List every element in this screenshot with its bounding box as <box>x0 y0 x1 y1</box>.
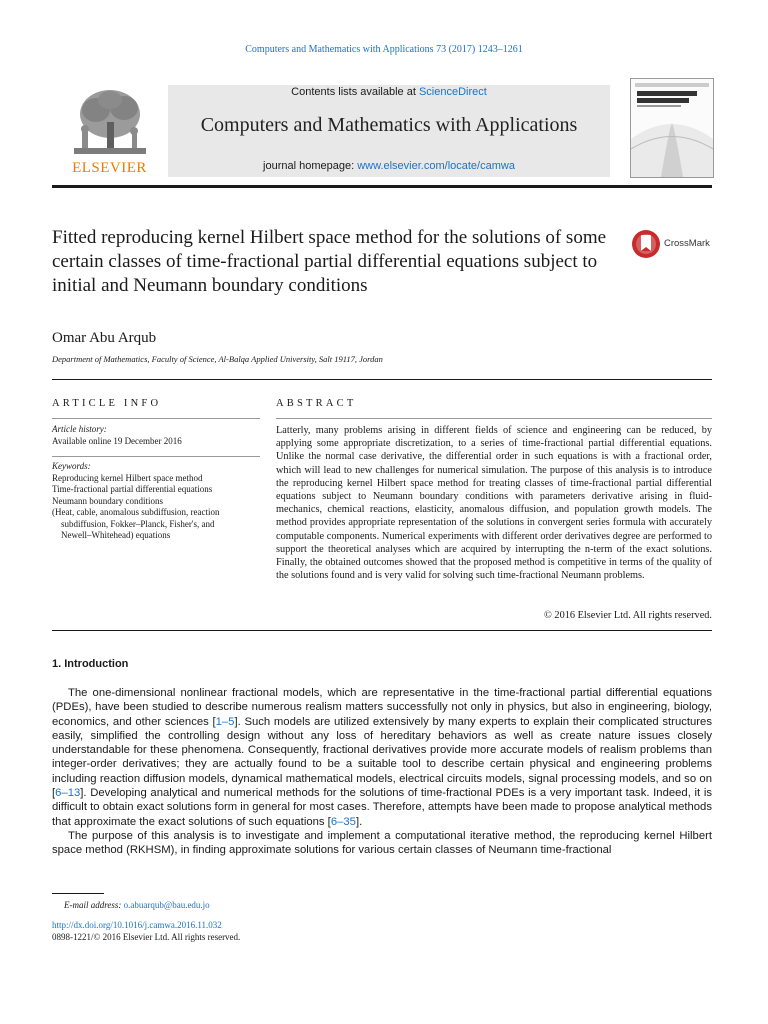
history-label: Article history: <box>52 424 107 434</box>
contents-prefix: Contents lists available at <box>291 86 419 98</box>
intro-paragraph-2: The purpose of this analysis is to investigate and implement a computational iterative method, the reproducing kernel Hilbert space method (RKHSM), in finding approximate solutions for various certain classes of Neumann time-fractional <box>52 829 712 857</box>
article-title: Fitted reproducing kernel Hilbert space method for the solutions of some certain classes of time-fractional partial differential equations subject to initial and Neumann boundary conditions <box>52 227 607 296</box>
article-info-heading: ARTICLE INFO <box>52 398 162 409</box>
homepage-prefix: journal homepage: <box>263 160 358 172</box>
keyword-item: Time-fractional partial differential equations <box>52 484 213 494</box>
abstract-divider <box>276 418 712 419</box>
keyword-item: Reproducing kernel Hilbert space method <box>52 472 203 483</box>
title-divider <box>52 379 712 380</box>
keyword-item: Neumann boundary conditions <box>52 495 163 506</box>
citation-link[interactable]: 1–5 <box>215 715 235 728</box>
email-link[interactable]: o.abuarqub@bau.edu.jo <box>123 900 210 910</box>
author-affiliation: Department of Mathematics, Faculty of Science, Al-Balqa Applied University, Salt 19117, Jordan <box>52 354 383 364</box>
elsevier-wordmark: ELSEVIER <box>72 160 147 176</box>
introduction-heading: 1. Introduction <box>52 658 129 670</box>
abstract-heading: ABSTRACT <box>276 398 357 409</box>
keywords-block <box>52 461 252 542</box>
keyword-item: (Heat, cable, anomalous subdiffusion, reaction subdiffusion, Fokker–Planck, Fisher's, and Newell–Whitehead) equations <box>52 507 220 540</box>
footnote-rule <box>52 893 104 894</box>
homepage-line <box>168 160 610 172</box>
abstract-bottom-rule <box>52 630 712 631</box>
abstract-text: Latterly, many problems arising in different fields of science and engineering can be reduced, by applying some appropriate discretization, to a series of time-fractional partial differential equations. Unlike the normal case derivative, the differential order in such equations is with a fractional order, which will lead to new challenges for numerical simulation. The purpose of this analysis is to introduce the reproducing kernel Hilbert space method for treating classes of time-fractional partial differential equations subject to Neumann boundary conditions with parameters derivative arising in fluid-mechanics, chemical reactions, elasticity, anomalous diffusion, and population growth models. The method provides appropriate representation of the solutions in convergent series formula with accurately computable components. Numerical experiments with different order derivatives degree are performed to support the theoretical analyses which are acquired by interrupting the n-term of the exact solutions. Finally, the obtained outcomes showed that the proposed method is competitive in terms of the quality of the solutions found and is very valid for solving such time-fractional Neumann problems. <box>276 425 712 582</box>
journal-cover-image[interactable] <box>630 78 714 178</box>
homepage-link[interactable]: www.elsevier.com/locate/camwa <box>357 160 515 172</box>
article-history <box>52 424 252 447</box>
intro-text-run: The one-dimensional nonlinear fractional models, which are representative in the time-fractional partial differential equations (PDEs), have been studied to describe numerous realism matters successfully not only in physics, but also in engineering, biology, economics, and other sciences [ <box>52 687 712 728</box>
email-label: E-mail address: <box>64 900 122 910</box>
journal-name: Computers and Mathematics with Applications <box>200 114 578 136</box>
keywords-label: Keywords: <box>52 461 91 471</box>
journal-reference[interactable]: Computers and Mathematics with Applications 73 (2017) 1243–1261 <box>245 44 523 55</box>
sciencedirect-link[interactable]: ScienceDirect <box>418 86 487 98</box>
intro-text-run: ]. <box>355 815 363 828</box>
crossmark-label[interactable]: CrossMark <box>664 238 710 249</box>
intro-text-run: ]. Developing analytical and numerical methods for the solutions of time-fractional PDEs is a very important task. Indeed, it is difficult to obtain exact solutions form in general for most cases. Therefore, attempts have been made to propose analytical methods that approximate the exact solutions of such equations [ <box>52 787 712 828</box>
citation-link[interactable]: 6–35 <box>330 815 356 828</box>
contents-line <box>168 86 610 98</box>
header-rule <box>52 185 712 188</box>
author-name: Omar Abu Arqub <box>52 330 157 346</box>
abstract-copyright: © 2016 Elsevier Ltd. All rights reserved. <box>544 610 712 621</box>
citation-link[interactable]: 6–13 <box>55 787 81 800</box>
history-divider <box>52 456 260 457</box>
intro-paragraph-1 <box>52 686 712 829</box>
email-footnote <box>52 900 210 910</box>
introduction-body <box>52 686 712 858</box>
doi-link[interactable]: http://dx.doi.org/10.1016/j.camwa.2016.11.032 <box>52 920 222 930</box>
issn-copyright: 0898-1221/© 2016 Elsevier Ltd. All rights reserved. <box>52 932 241 942</box>
article-info-divider <box>52 418 260 419</box>
intro-text-run: ]. Such models are utilized extensively by many experts to explain their complicated structures easily, simplified the controlling design without any loss of hereditary behaviors as well as create nature issues closely understandable for these phenomena. Consequently, fractional derivatives provide more accurate models of realism problems than integer-order derivatives; they are actually found to be a suitable tool to describe certain physical and engineering problems including reaction diffusion models, dynamical mathematical models, electrical circuits models, signal processing models, and so on [ <box>52 715 712 800</box>
history-value: Available online 19 December 2016 <box>52 435 182 446</box>
